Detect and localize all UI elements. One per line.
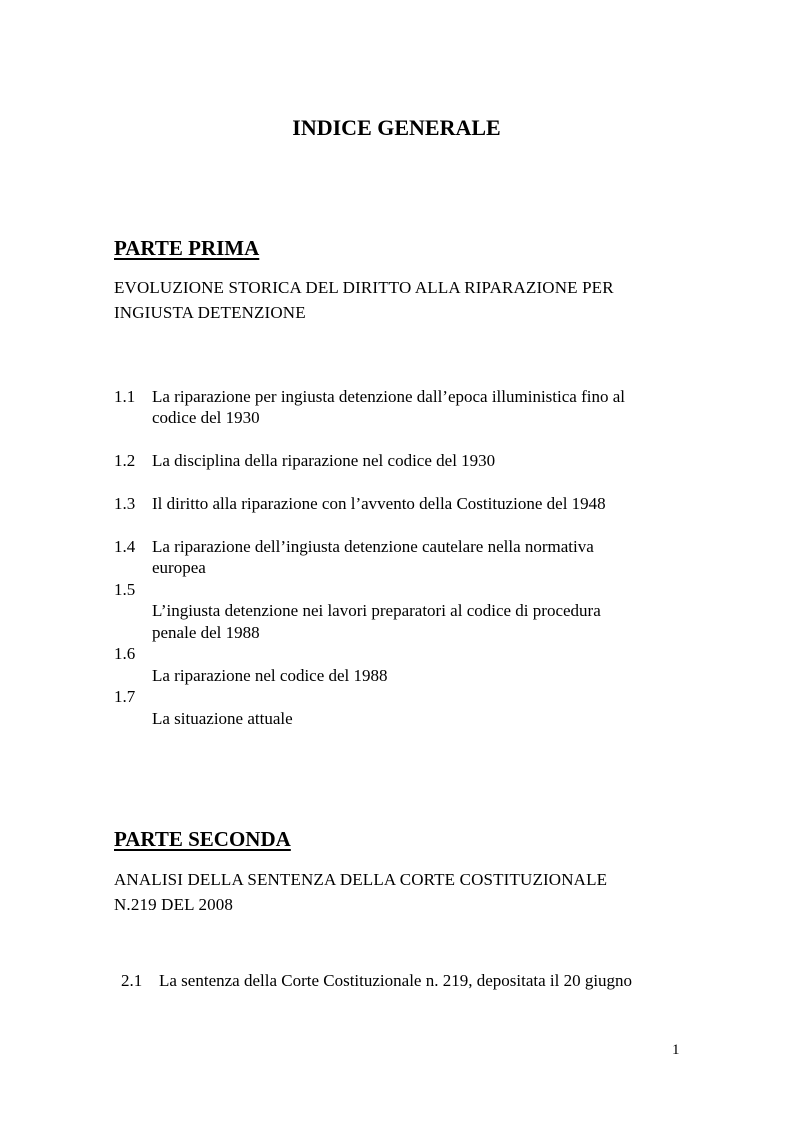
part2-heading: PARTE SECONDA (114, 827, 291, 851)
toc-entry-number: 1.6 (114, 644, 136, 663)
toc-entry-title-cont: europea (152, 558, 206, 577)
part1-subtitle-line2: INGIUSTA DETENZIONE (114, 303, 306, 322)
toc-entry-number: 2.1 (121, 971, 143, 990)
toc-entry-number: 1.3 (114, 494, 136, 513)
toc-entry-title: La riparazione per ingiusta detenzione dall’epoca illuministica fino al (152, 387, 625, 406)
toc-entry-number: 1.5 (114, 580, 136, 599)
toc-entry-title-cont: penale del 1988 (152, 623, 260, 642)
toc-entry-title-cont: codice del 1930 (152, 408, 260, 427)
toc-entry-number: 1.4 (114, 537, 136, 556)
toc-entry-number: 1.2 (114, 451, 136, 470)
toc-entry-title: La riparazione nel codice del 1988 (152, 666, 388, 685)
toc-entry-number: 1.7 (114, 687, 136, 706)
toc-entry-title: La riparazione dell’ingiusta detenzione cautelare nella normativa (152, 537, 594, 556)
toc-entry-title: La disciplina della riparazione nel codice del 1930 (152, 451, 496, 470)
page-title: INDICE GENERALE (292, 115, 501, 140)
toc-entry-number: 1.1 (114, 387, 136, 406)
part1-subtitle-line1: EVOLUZIONE STORICA DEL DIRITTO ALLA RIPARAZIONE PER (114, 278, 614, 297)
toc-entry-title: La situazione attuale (152, 709, 293, 728)
page-number: 1 (672, 1042, 680, 1058)
toc-entry-title: La sentenza della Corte Costituzionale n. 219, depositata il 20 giugno (159, 971, 633, 990)
toc-entry-title: L’ingiusta detenzione nei lavori preparatori al codice di procedura (152, 601, 601, 620)
part1-heading: PARTE PRIMA (114, 236, 260, 260)
toc-entry-title: Il diritto alla riparazione con l’avvento della Costituzione del 1948 (152, 494, 606, 513)
part2-subtitle-line1: ANALISI DELLA SENTENZA DELLA CORTE COSTITUZIONALE (114, 870, 608, 889)
part2-subtitle-line2: N.219 DEL 2008 (114, 895, 234, 914)
